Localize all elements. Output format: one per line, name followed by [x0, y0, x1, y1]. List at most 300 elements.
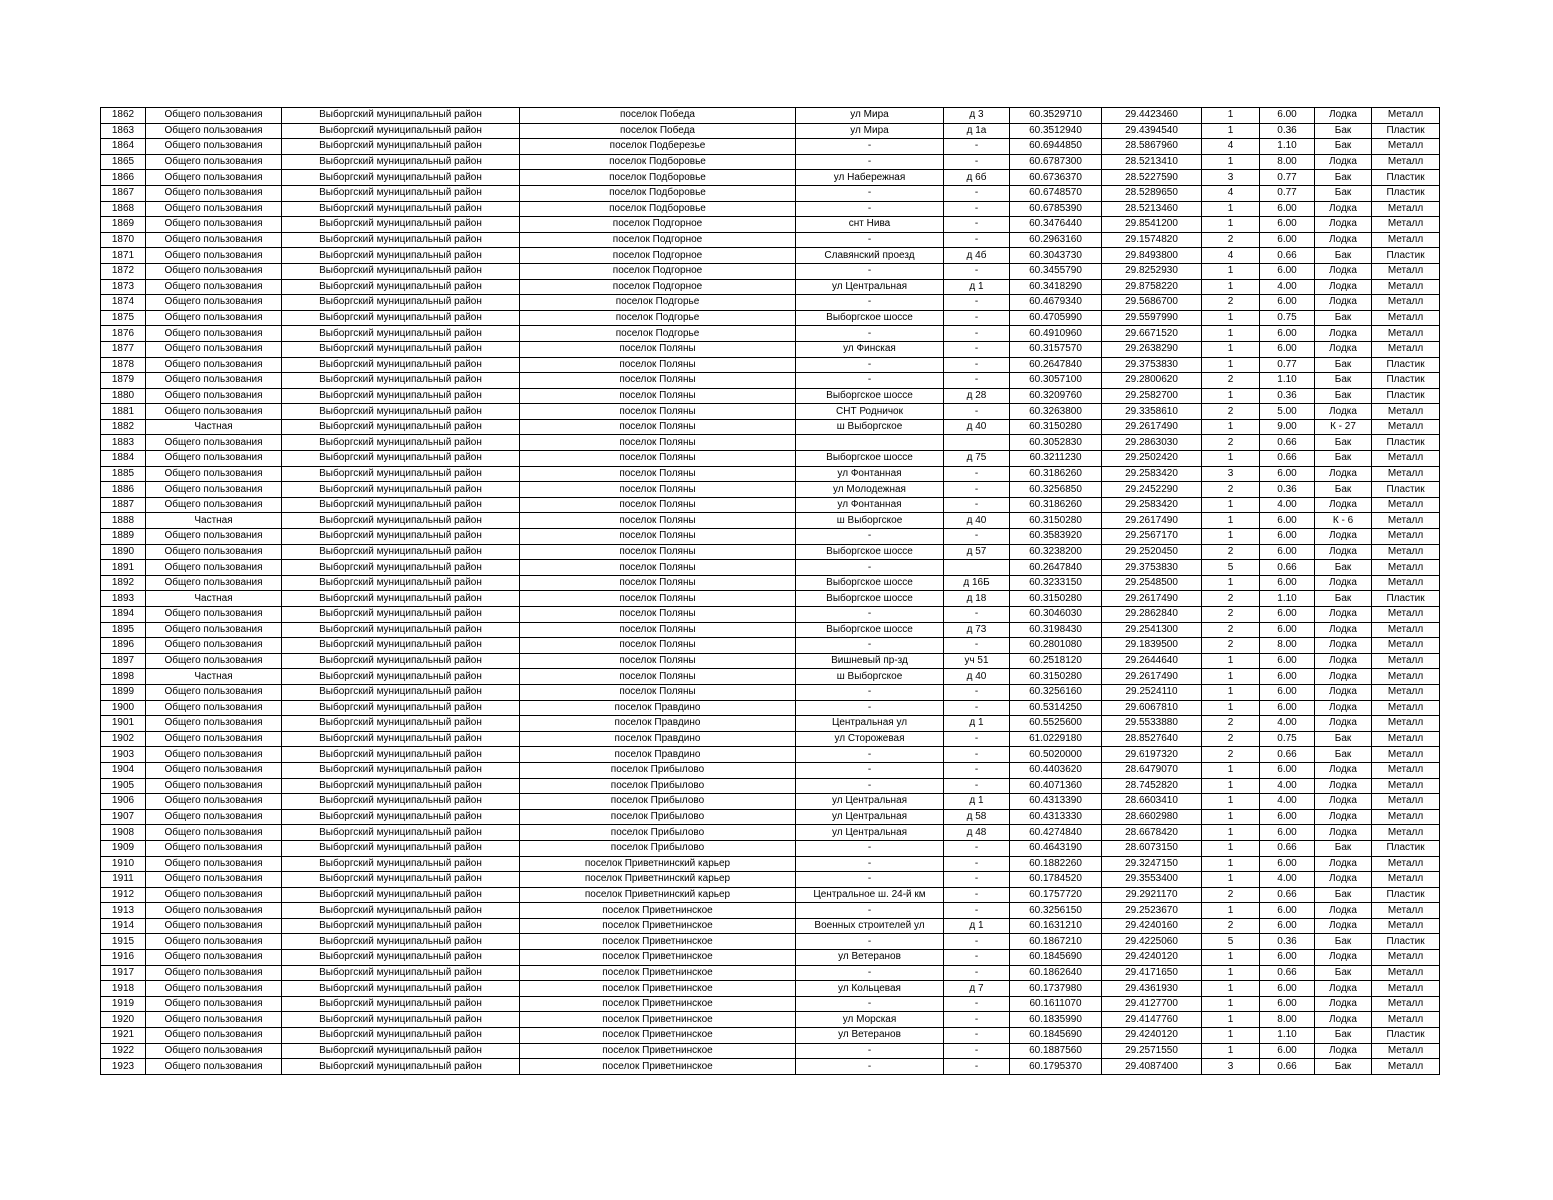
- table-row: [101, 1043, 1440, 1059]
- cell-usage-type: Общего пользования: [146, 903, 282, 919]
- cell-district: Выборгский муниципальный район: [282, 529, 520, 545]
- cell-latitude: 60.3476440: [1010, 217, 1102, 233]
- cell-volume: 1.10: [1260, 373, 1315, 389]
- cell-settlement: поселок Правдино: [520, 747, 796, 763]
- cell-container-type: Лодка: [1315, 981, 1372, 997]
- cell-district: Выборгский муниципальный район: [282, 185, 520, 201]
- cell-latitude: 60.6785390: [1010, 201, 1102, 217]
- table-row: [101, 123, 1440, 139]
- cell-district: Выборгский муниципальный район: [282, 840, 520, 856]
- cell-street: -: [796, 840, 944, 856]
- cell-volume: 0.66: [1260, 560, 1315, 576]
- cell-row-number: 1899: [101, 684, 146, 700]
- cell-count: 2: [1202, 232, 1260, 248]
- cell-container-type: Бак: [1315, 1059, 1372, 1075]
- cell-count: 1: [1202, 965, 1260, 981]
- cell-district: Выборгский муниципальный район: [282, 856, 520, 872]
- cell-usage-type: Общего пользования: [146, 248, 282, 264]
- cell-district: Выборгский муниципальный район: [282, 638, 520, 654]
- cell-street: -: [796, 700, 944, 716]
- cell-volume: 8.00: [1260, 638, 1315, 654]
- cell-street: ул Кольцевая: [796, 981, 944, 997]
- cell-house: -: [944, 965, 1010, 981]
- cell-usage-type: Общего пользования: [146, 529, 282, 545]
- cell-longitude: 29.2524110: [1102, 684, 1202, 700]
- cell-volume: 1.10: [1260, 1028, 1315, 1044]
- cell-material: Металл: [1372, 809, 1440, 825]
- cell-usage-type: Общего пользования: [146, 217, 282, 233]
- cell-settlement: поселок Победа: [520, 123, 796, 139]
- cell-street: ул Центральная: [796, 279, 944, 295]
- cell-latitude: 60.3209760: [1010, 388, 1102, 404]
- cell-longitude: 29.6067810: [1102, 700, 1202, 716]
- cell-volume: 6.00: [1260, 1043, 1315, 1059]
- cell-settlement: поселок Поляны: [520, 373, 796, 389]
- cell-count: 1: [1202, 778, 1260, 794]
- cell-settlement: поселок Поляны: [520, 513, 796, 529]
- cell-house: -: [944, 903, 1010, 919]
- table-row: [101, 934, 1440, 950]
- cell-longitude: 29.2523670: [1102, 903, 1202, 919]
- cell-house: д 4б: [944, 248, 1010, 264]
- cell-count: 4: [1202, 185, 1260, 201]
- cell-street: ул Ветеранов: [796, 950, 944, 966]
- cell-container-type: Лодка: [1315, 638, 1372, 654]
- cell-volume: 6.00: [1260, 201, 1315, 217]
- cell-longitude: 29.4394540: [1102, 123, 1202, 139]
- table-row: [101, 232, 1440, 248]
- cell-row-number: 1870: [101, 232, 146, 248]
- cell-usage-type: Общего пользования: [146, 684, 282, 700]
- cell-usage-type: Частная: [146, 513, 282, 529]
- cell-longitude: 29.2644640: [1102, 653, 1202, 669]
- cell-longitude: 29.8493800: [1102, 248, 1202, 264]
- table-row: [101, 419, 1440, 435]
- cell-material: Металл: [1372, 310, 1440, 326]
- cell-house: -: [944, 154, 1010, 170]
- cell-house: д 6б: [944, 170, 1010, 186]
- cell-settlement: поселок Подборовье: [520, 170, 796, 186]
- cell-volume: 6.00: [1260, 232, 1315, 248]
- cell-count: 1: [1202, 529, 1260, 545]
- cell-house: -: [944, 185, 1010, 201]
- cell-container-type: Лодка: [1315, 809, 1372, 825]
- cell-district: Выборгский муниципальный район: [282, 341, 520, 357]
- cell-house: -: [944, 341, 1010, 357]
- cell-container-type: Лодка: [1315, 544, 1372, 560]
- cell-volume: 4.00: [1260, 872, 1315, 888]
- cell-house: -: [944, 607, 1010, 623]
- cell-usage-type: Общего пользования: [146, 388, 282, 404]
- cell-count: 1: [1202, 263, 1260, 279]
- cell-usage-type: Общего пользования: [146, 981, 282, 997]
- cell-street: Вишневый пр-зд: [796, 653, 944, 669]
- table-row: [101, 263, 1440, 279]
- cell-volume: 0.36: [1260, 123, 1315, 139]
- cell-street: ул Ветеранов: [796, 1028, 944, 1044]
- cell-district: Выборгский муниципальный район: [282, 700, 520, 716]
- table-row: [101, 279, 1440, 295]
- cell-row-number: 1911: [101, 872, 146, 888]
- cell-volume: 6.00: [1260, 653, 1315, 669]
- cell-usage-type: Общего пользования: [146, 1028, 282, 1044]
- cell-usage-type: Общего пользования: [146, 840, 282, 856]
- cell-volume: 6.00: [1260, 263, 1315, 279]
- cell-usage-type: Общего пользования: [146, 809, 282, 825]
- cell-house: -: [944, 700, 1010, 716]
- table-row: [101, 201, 1440, 217]
- table-row: [101, 139, 1440, 155]
- cell-settlement: поселок Поляны: [520, 653, 796, 669]
- cell-count: 1: [1202, 981, 1260, 997]
- table-row: [101, 825, 1440, 841]
- cell-material: Металл: [1372, 154, 1440, 170]
- cell-volume: 0.66: [1260, 747, 1315, 763]
- cell-district: Выборгский муниципальный район: [282, 762, 520, 778]
- cell-longitude: 28.6602980: [1102, 809, 1202, 825]
- cell-row-number: 1922: [101, 1043, 146, 1059]
- cell-longitude: 28.5227590: [1102, 170, 1202, 186]
- cell-material: Пластик: [1372, 840, 1440, 856]
- cell-house: д 1: [944, 716, 1010, 732]
- cell-settlement: поселок Подгорное: [520, 232, 796, 248]
- cell-house: -: [944, 217, 1010, 233]
- cell-row-number: 1916: [101, 950, 146, 966]
- table-row: [101, 872, 1440, 888]
- cell-row-number: 1887: [101, 497, 146, 513]
- table-row: [101, 373, 1440, 389]
- cell-container-type: Лодка: [1315, 872, 1372, 888]
- cell-latitude: 60.3057100: [1010, 373, 1102, 389]
- cell-usage-type: Частная: [146, 419, 282, 435]
- cell-longitude: 29.6197320: [1102, 747, 1202, 763]
- cell-usage-type: Общего пользования: [146, 622, 282, 638]
- cell-street: ул Сторожевая: [796, 731, 944, 747]
- cell-material: Металл: [1372, 607, 1440, 623]
- cell-container-type: Лодка: [1315, 950, 1372, 966]
- cell-house: -: [944, 950, 1010, 966]
- cell-volume: 0.77: [1260, 357, 1315, 373]
- cell-settlement: поселок Приветнинское: [520, 965, 796, 981]
- cell-container-type: Бак: [1315, 357, 1372, 373]
- cell-longitude: 29.5686700: [1102, 295, 1202, 311]
- cell-longitude: 29.8541200: [1102, 217, 1202, 233]
- table-row: [101, 326, 1440, 342]
- cell-house: -: [944, 684, 1010, 700]
- cell-count: 1: [1202, 809, 1260, 825]
- cell-volume: 6.00: [1260, 295, 1315, 311]
- cell-material: Пластик: [1372, 934, 1440, 950]
- cell-volume: 6.00: [1260, 575, 1315, 591]
- cell-latitude: 60.1862640: [1010, 965, 1102, 981]
- cell-district: Выборгский муниципальный район: [282, 794, 520, 810]
- cell-count: 1: [1202, 684, 1260, 700]
- cell-container-type: Лодка: [1315, 762, 1372, 778]
- cell-house: -: [944, 232, 1010, 248]
- cell-container-type: Бак: [1315, 373, 1372, 389]
- cell-volume: 4.00: [1260, 778, 1315, 794]
- cell-material: Металл: [1372, 965, 1440, 981]
- table-row: [101, 357, 1440, 373]
- cell-volume: 6.00: [1260, 950, 1315, 966]
- cell-house: уч 51: [944, 653, 1010, 669]
- container-sites-table: [100, 107, 1440, 1075]
- cell-row-number: 1918: [101, 981, 146, 997]
- cell-street: -: [796, 373, 944, 389]
- cell-settlement: поселок Поляны: [520, 466, 796, 482]
- cell-count: 2: [1202, 622, 1260, 638]
- cell-count: 1: [1202, 108, 1260, 124]
- cell-street: -: [796, 778, 944, 794]
- cell-house: -: [944, 934, 1010, 950]
- table-row: [101, 965, 1440, 981]
- cell-settlement: поселок Подгорье: [520, 326, 796, 342]
- cell-material: Металл: [1372, 201, 1440, 217]
- cell-row-number: 1896: [101, 638, 146, 654]
- cell-volume: 1.10: [1260, 139, 1315, 155]
- cell-container-type: Лодка: [1315, 856, 1372, 872]
- cell-street: ш Выборгское: [796, 513, 944, 529]
- cell-row-number: 1898: [101, 669, 146, 685]
- cell-settlement: поселок Правдино: [520, 700, 796, 716]
- cell-district: Выборгский муниципальный район: [282, 716, 520, 732]
- cell-street: -: [796, 263, 944, 279]
- table-row: [101, 622, 1440, 638]
- cell-house: -: [944, 497, 1010, 513]
- cell-row-number: 1882: [101, 419, 146, 435]
- cell-district: Выборгский муниципальный район: [282, 1059, 520, 1075]
- cell-usage-type: Общего пользования: [146, 716, 282, 732]
- cell-material: Пластик: [1372, 357, 1440, 373]
- cell-count: 1: [1202, 201, 1260, 217]
- cell-container-type: Бак: [1315, 482, 1372, 498]
- cell-district: Выборгский муниципальный район: [282, 201, 520, 217]
- cell-longitude: 29.2567170: [1102, 529, 1202, 545]
- cell-material: Металл: [1372, 778, 1440, 794]
- cell-usage-type: Общего пользования: [146, 108, 282, 124]
- cell-latitude: 60.4274840: [1010, 825, 1102, 841]
- cell-row-number: 1871: [101, 248, 146, 264]
- cell-street: -: [796, 684, 944, 700]
- cell-row-number: 1897: [101, 653, 146, 669]
- cell-longitude: 29.4423460: [1102, 108, 1202, 124]
- cell-usage-type: Общего пользования: [146, 887, 282, 903]
- cell-settlement: поселок Поляны: [520, 591, 796, 607]
- cell-longitude: 29.2583420: [1102, 497, 1202, 513]
- cell-settlement: поселок Прибылово: [520, 840, 796, 856]
- cell-usage-type: Общего пользования: [146, 575, 282, 591]
- cell-district: Выборгский муниципальный район: [282, 981, 520, 997]
- cell-volume: 0.75: [1260, 310, 1315, 326]
- cell-settlement: поселок Приветнинское: [520, 950, 796, 966]
- cell-material: Металл: [1372, 1059, 1440, 1075]
- cell-volume: 6.00: [1260, 529, 1315, 545]
- table-row: [101, 903, 1440, 919]
- cell-count: 1: [1202, 388, 1260, 404]
- cell-latitude: 60.2963160: [1010, 232, 1102, 248]
- cell-street: ул Центральная: [796, 809, 944, 825]
- cell-settlement: поселок Поляны: [520, 575, 796, 591]
- cell-district: Выборгский муниципальный район: [282, 404, 520, 420]
- cell-settlement: поселок Поляны: [520, 560, 796, 576]
- cell-street: ул Набережная: [796, 170, 944, 186]
- table-body: [101, 108, 1440, 1075]
- cell-material: Металл: [1372, 326, 1440, 342]
- cell-longitude: 29.2571550: [1102, 1043, 1202, 1059]
- cell-volume: 4.00: [1260, 794, 1315, 810]
- cell-row-number: 1901: [101, 716, 146, 732]
- cell-material: Пластик: [1372, 591, 1440, 607]
- cell-count: 1: [1202, 950, 1260, 966]
- cell-district: Выборгский муниципальный район: [282, 388, 520, 404]
- table-row: [101, 684, 1440, 700]
- cell-latitude: 60.3150280: [1010, 669, 1102, 685]
- cell-latitude: 60.1845690: [1010, 1028, 1102, 1044]
- cell-usage-type: Общего пользования: [146, 357, 282, 373]
- cell-count: 1: [1202, 996, 1260, 1012]
- cell-count: 1: [1202, 1028, 1260, 1044]
- cell-container-type: Лодка: [1315, 653, 1372, 669]
- cell-district: Выборгский муниципальный район: [282, 607, 520, 623]
- cell-container-type: Лодка: [1315, 622, 1372, 638]
- cell-material: Металл: [1372, 466, 1440, 482]
- cell-house: д 1: [944, 279, 1010, 295]
- cell-count: 2: [1202, 295, 1260, 311]
- cell-row-number: 1890: [101, 544, 146, 560]
- cell-container-type: Бак: [1315, 731, 1372, 747]
- cell-usage-type: Общего пользования: [146, 373, 282, 389]
- cell-latitude: 60.1631210: [1010, 918, 1102, 934]
- cell-count: 1: [1202, 279, 1260, 295]
- table-row: [101, 996, 1440, 1012]
- cell-longitude: 29.8252930: [1102, 263, 1202, 279]
- cell-volume: 8.00: [1260, 154, 1315, 170]
- cell-district: Выборгский муниципальный район: [282, 217, 520, 233]
- cell-latitude: 60.4679340: [1010, 295, 1102, 311]
- cell-usage-type: Общего пользования: [146, 482, 282, 498]
- cell-row-number: 1910: [101, 856, 146, 872]
- cell-count: 1: [1202, 762, 1260, 778]
- cell-district: Выборгский муниципальный район: [282, 965, 520, 981]
- cell-material: Металл: [1372, 279, 1440, 295]
- cell-material: Металл: [1372, 825, 1440, 841]
- cell-row-number: 1903: [101, 747, 146, 763]
- cell-count: 2: [1202, 731, 1260, 747]
- cell-latitude: 60.6736370: [1010, 170, 1102, 186]
- cell-latitude: 60.3233150: [1010, 575, 1102, 591]
- cell-street: -: [796, 185, 944, 201]
- cell-usage-type: Общего пользования: [146, 123, 282, 139]
- cell-row-number: 1892: [101, 575, 146, 591]
- cell-settlement: поселок Приветнинский карьер: [520, 856, 796, 872]
- cell-volume: 0.66: [1260, 451, 1315, 467]
- cell-district: Выборгский муниципальный район: [282, 669, 520, 685]
- cell-material: Пластик: [1372, 887, 1440, 903]
- cell-count: 2: [1202, 638, 1260, 654]
- cell-district: Выборгский муниципальный район: [282, 1043, 520, 1059]
- cell-street: -: [796, 872, 944, 888]
- cell-row-number: 1880: [101, 388, 146, 404]
- cell-row-number: 1894: [101, 607, 146, 623]
- cell-row-number: 1907: [101, 809, 146, 825]
- cell-count: 1: [1202, 794, 1260, 810]
- cell-longitude: 29.2617490: [1102, 513, 1202, 529]
- cell-volume: 6.00: [1260, 762, 1315, 778]
- cell-settlement: поселок Приветнинское: [520, 996, 796, 1012]
- cell-count: 1: [1202, 123, 1260, 139]
- cell-row-number: 1877: [101, 341, 146, 357]
- cell-settlement: поселок Приветнинское: [520, 1028, 796, 1044]
- cell-material: Металл: [1372, 263, 1440, 279]
- cell-settlement: поселок Приветнинское: [520, 934, 796, 950]
- cell-count: 1: [1202, 357, 1260, 373]
- cell-row-number: 1885: [101, 466, 146, 482]
- cell-row-number: 1884: [101, 451, 146, 467]
- cell-count: 2: [1202, 607, 1260, 623]
- cell-house: -: [944, 263, 1010, 279]
- cell-district: Выборгский муниципальный район: [282, 950, 520, 966]
- table-row: [101, 575, 1440, 591]
- cell-street: ул Фонтанная: [796, 497, 944, 513]
- cell-volume: 0.66: [1260, 248, 1315, 264]
- cell-row-number: 1863: [101, 123, 146, 139]
- cell-row-number: 1868: [101, 201, 146, 217]
- cell-settlement: поселок Подгорное: [520, 217, 796, 233]
- cell-container-type: Бак: [1315, 1028, 1372, 1044]
- cell-volume: 0.66: [1260, 965, 1315, 981]
- cell-usage-type: Общего пользования: [146, 201, 282, 217]
- cell-usage-type: Общего пользования: [146, 731, 282, 747]
- cell-material: Металл: [1372, 341, 1440, 357]
- table-row: [101, 591, 1440, 607]
- cell-district: Выборгский муниципальный район: [282, 248, 520, 264]
- cell-container-type: Бак: [1315, 435, 1372, 451]
- cell-latitude: 60.3256160: [1010, 684, 1102, 700]
- cell-house: -: [944, 856, 1010, 872]
- cell-usage-type: Общего пользования: [146, 872, 282, 888]
- cell-usage-type: Общего пользования: [146, 653, 282, 669]
- cell-volume: 6.00: [1260, 903, 1315, 919]
- cell-volume: 4.00: [1260, 279, 1315, 295]
- cell-material: Металл: [1372, 217, 1440, 233]
- cell-house: д 1а: [944, 123, 1010, 139]
- cell-volume: 0.36: [1260, 934, 1315, 950]
- cell-district: Выборгский муниципальный район: [282, 1012, 520, 1028]
- table-row: [101, 217, 1440, 233]
- cell-material: Пластик: [1372, 388, 1440, 404]
- cell-street: ш Выборгское: [796, 419, 944, 435]
- cell-material: Металл: [1372, 996, 1440, 1012]
- cell-material: Металл: [1372, 295, 1440, 311]
- cell-row-number: 1883: [101, 435, 146, 451]
- cell-district: Выборгский муниципальный район: [282, 263, 520, 279]
- cell-settlement: поселок Поляны: [520, 404, 796, 420]
- table-row: [101, 451, 1440, 467]
- cell-district: Выборгский муниципальный район: [282, 357, 520, 373]
- cell-usage-type: Общего пользования: [146, 404, 282, 420]
- cell-container-type: Бак: [1315, 451, 1372, 467]
- cell-count: 3: [1202, 466, 1260, 482]
- cell-settlement: поселок Прибылово: [520, 762, 796, 778]
- cell-district: Выборгский муниципальный район: [282, 544, 520, 560]
- cell-material: Металл: [1372, 700, 1440, 716]
- cell-container-type: Лодка: [1315, 684, 1372, 700]
- cell-container-type: Бак: [1315, 560, 1372, 576]
- cell-district: Выборгский муниципальный район: [282, 466, 520, 482]
- cell-house: -: [944, 466, 1010, 482]
- cell-container-type: Лодка: [1315, 575, 1372, 591]
- cell-house: -: [944, 840, 1010, 856]
